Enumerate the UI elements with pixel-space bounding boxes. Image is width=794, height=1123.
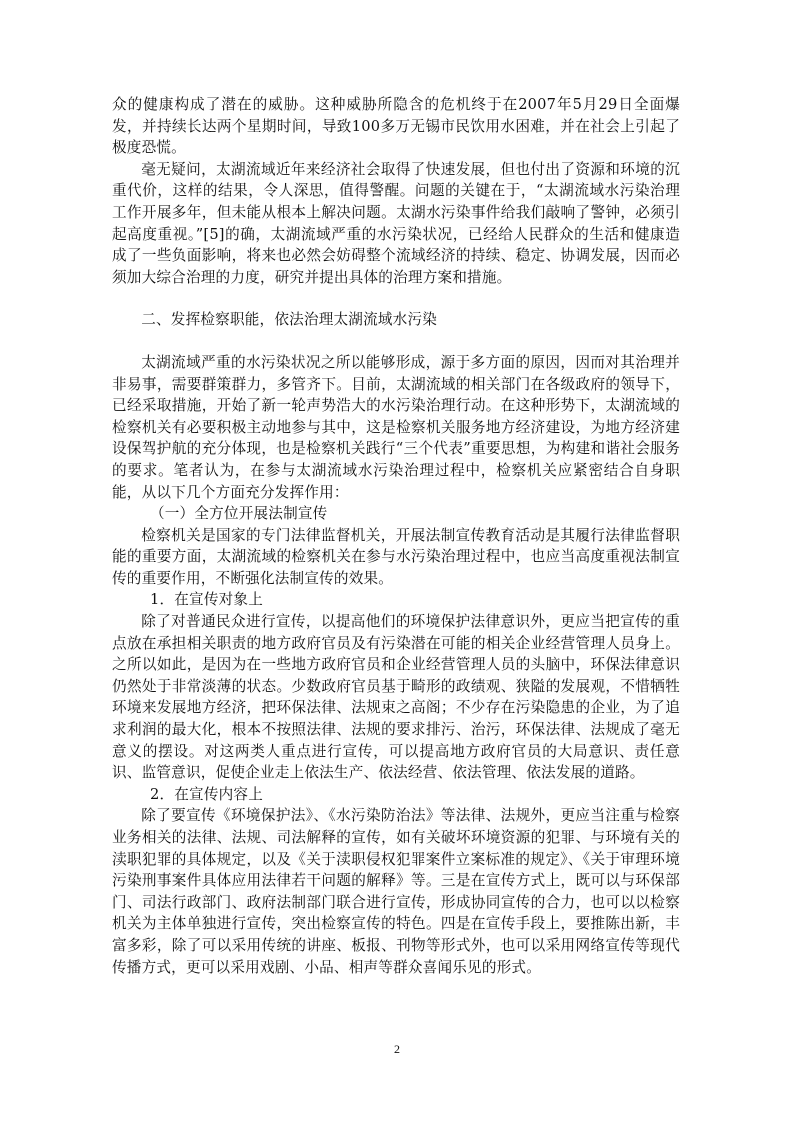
paragraph: 检察机关是国家的专门法律监督机关，开展法制宣传教育活动是其履行法律监督职能的重要方面，太湖流域的检察机关在参与水污染治理过程中，也应当高度重视法制宣传的重要作用，不断强化法制宣传的效果。 xyxy=(112,526,680,587)
paragraph: 除了要宣传《环境保护法》、《水污染防治法》等法律、法规外，更应当注重与检察业务相关的法律、法规、司法解释的宣传，如有关破坏环境资源的犯罪、与环境有关的渎职犯罪的具体规定，以及《关于渎职侵权犯罪案件立案标准的规定》、《关于审理环境污染刑事案件具体应用法律若干问题的解释》等。三是在宣传方式上，既可以与环保部门、司法行政部门、政府法制部门联合进行宣传，形成协同宣传的合力，也可以以检察机关为主体单独进行宣传，突出检察宣传的特色。四是在宣传手段上，要推陈出新，丰富多彩，除了可以采用传统的讲座、板报、刊物等形式外，也可以采用网络宣传等现代传播方式，更可以采用戏剧、小品、相声等群众喜闻乐见的形式。 xyxy=(112,807,680,976)
document-body xyxy=(112,94,680,978)
paragraph: 除了对普通民众进行宣传，以提高他们的环境保护法律意识外，更应当把宣传的重点放在承担相关职责的地方政府官员及有污染潜在可能的相关企业经营管理人员身上。之所以如此，是因为在一些地方政府官员和企业经营管理人员的头脑中，环保法律意识仍然处于非常淡薄的状态。少数政府官员基于畸形的政绩观、狭隘的发展观，不惜牺牲环境来发展地方经济，把环保法律、法规束之高阁；不少存在污染隐患的企业，为了追求利润的最大化，根本不按照法律、法规的要求排污、治污，环保法律、法规成了毫无意义的摆设。对这两类人重点进行宣传，可以提高地方政府官员的大局意识、责任意识、监管意识，促使企业走上依法生产、依法经营、依法管理、依法发展的道路。 xyxy=(112,613,680,782)
item-heading: 2．在宣传内容上 xyxy=(149,785,263,803)
paragraph-continuation: 众的健康构成了潜在的威胁。这种威胁所隐含的危机终于在2007年5月29日全面爆发，并持续长达两个星期时间，导致100多万无锡市民饮用水困难，并在社会上引起了极度恐慌。 xyxy=(112,96,680,157)
item-heading: 1．在宣传对象上 xyxy=(149,591,263,609)
section-heading: 二、发挥检察职能，依法治理太湖流域水污染 xyxy=(141,311,438,329)
paragraph: 太湖流域严重的水污染状况之所以能够形成，源于多方面的原因，因而对其治理并非易事，需要群策群力，多管齐下。目前，太湖流域的相关部门在各级政府的领导下，已经采取措施，开始了新一轮声势浩大的水污染治理行动。在这种形势下，太湖流域的检察机关有必要积极主动地参与其中，这是检察机关服务地方经济建设，为地方经济建设保驾护航的充分体现，也是检察机关践行“三个代表”重要思想，为构建和谐社会服务的要求。笔者认为，在参与太湖流域水污染治理过程中，检察机关应紧密结合自身职能，从以下几个方面充分发挥作用： xyxy=(112,353,680,501)
paragraph: 毫无疑问，太湖流域近年来经济社会取得了快速发展，但也付出了资源和环境的沉重代价，这样的结果，令人深思，值得警醒。问题的关键在于，“太湖流域水污染治理工作开展多年，但未能从根本上解决问题。太湖水污染事件给我们敲响了警钟，必须引起高度重视。”[5]的确，太湖流域严重的水污染状况，已经给人民群众的生活和健康造成了一些负面影响，将来也必然会妨碍整个流域经济的持续、稳定、协调发展，因而必须加大综合治理的力度，研究并提出具体的治理方案和措施。 xyxy=(112,160,680,286)
page-number: 2 xyxy=(394,1042,400,1056)
subsection-heading: （一）全方位开展法制宣传 xyxy=(149,505,328,523)
